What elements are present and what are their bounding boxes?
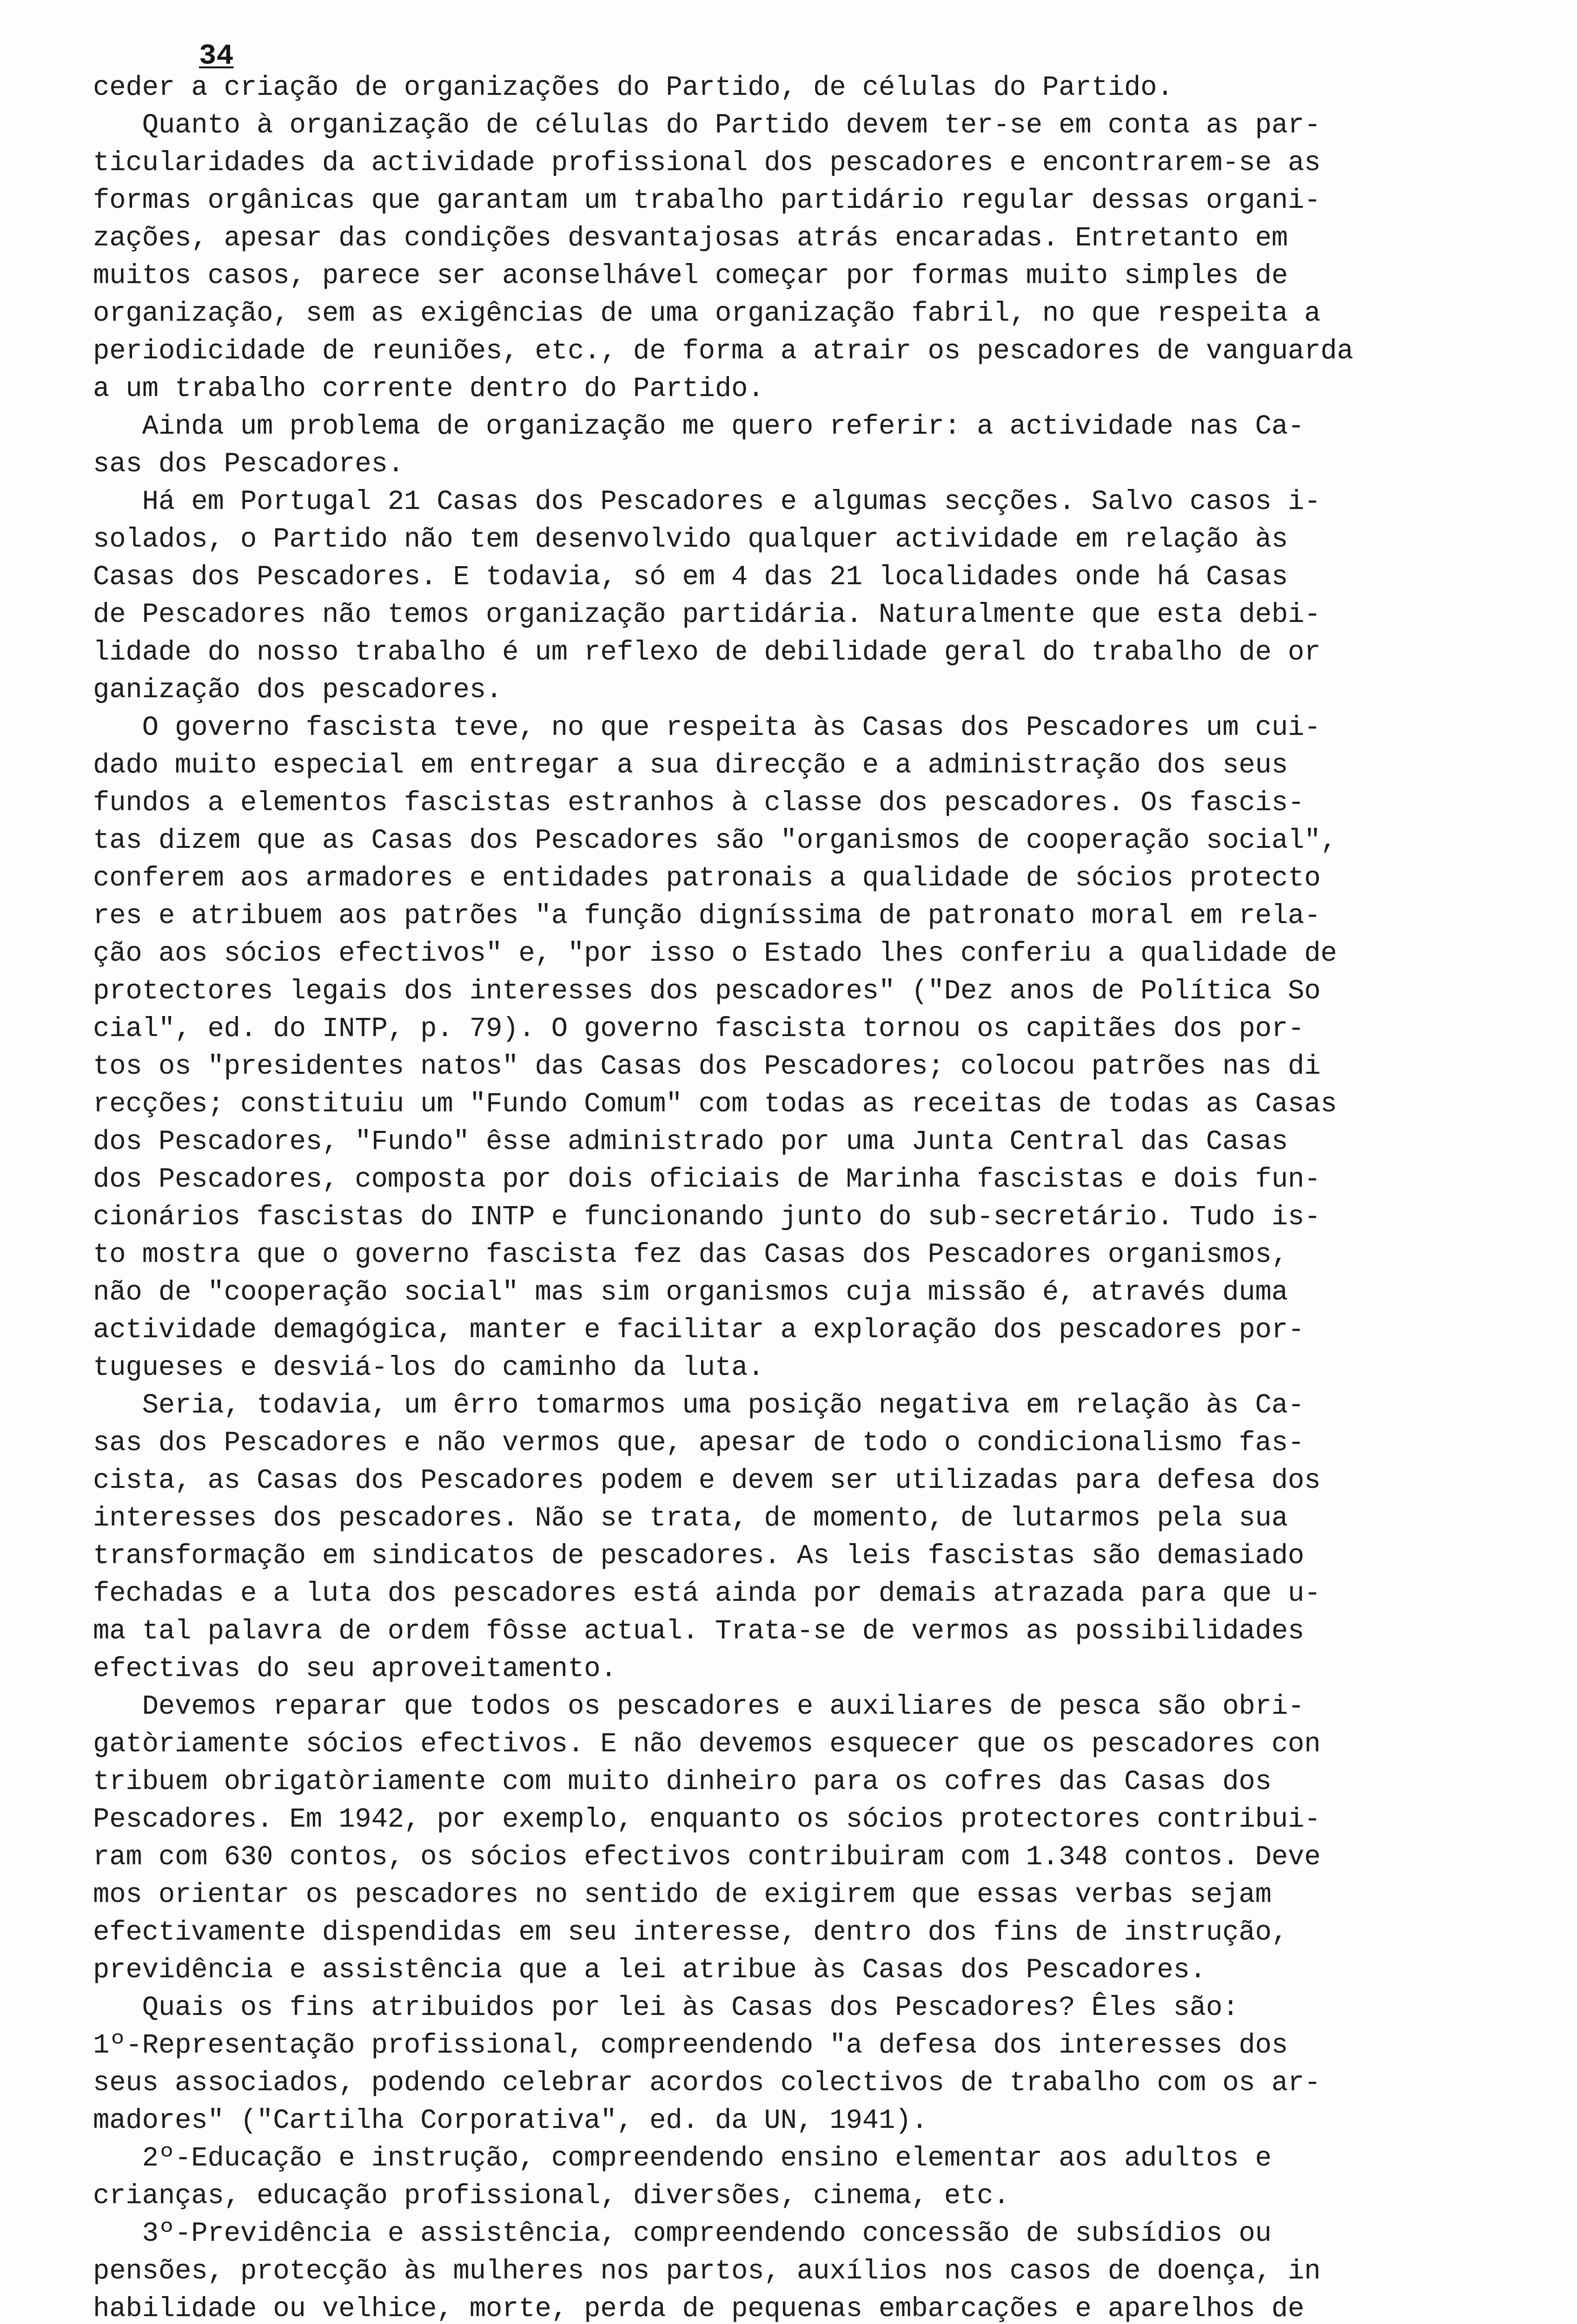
text-line: tos os "presidentes natos" das Casas dos Pescadores; colocou patrões nas di [93,1051,1321,1082]
text-line: 2º-Educação e instrução, compreendendo ensino elementar aos adultos e [93,2143,1272,2174]
text-line: cista, as Casas dos Pescadores podem e devem ser utilizadas para defesa dos [93,1465,1321,1496]
text-line: a um trabalho corrente dentro do Partido. [93,373,764,404]
text-line: formas orgânicas que garantam um trabalho partidário regular dessas organi- [93,185,1321,216]
text-line: Casas dos Pescadores. E todavia, só em 4 das 21 localidades onde há Casas [93,561,1288,593]
text-line: protectores legais dos interesses dos pescadores" ("Dez anos de Política So [93,976,1321,1007]
text-line: ção aos sócios efectivos" e, "por isso o Estado lhes conferiu a qualidade de [93,938,1337,969]
text-line: Há em Portugal 21 Casas dos Pescadores e algumas secções. Salvo casos i- [93,486,1321,517]
text-line: tribuem obrigatòriamente com muito dinheiro para os cofres das Casas dos [93,1766,1272,1797]
text-line: madores" ("Cartilha Corporativa", ed. da UN, 1941). [93,2105,928,2136]
text-line: ticularidades da actividade profissional dos pescadores e encontrarem-se as [93,147,1321,178]
text-line: não de "cooperação social" mas sim organismos cuja missão é, através duma [93,1277,1288,1308]
text-line: Seria, todavia, um êrro tomarmos uma posição negativa em relação às Ca- [93,1390,1305,1421]
text-line: de Pescadores não temos organização partidária. Naturalmente que esta debi- [93,599,1321,630]
text-line: 1º-Representação profissional, compreendendo "a defesa dos interesses dos [93,2030,1288,2061]
text-line: solados, o Partido não tem desenvolvido qualquer actividade em relação às [93,524,1288,555]
text-line: periodicidade de reuniões, etc., de forma a atrair os pescadores de vanguarda [93,336,1353,367]
text-line: pensões, protecção às mulheres nos partos, auxílios nos casos de doença, in [93,2256,1321,2287]
text-line: actividade demagógica, manter e facilitar a exploração dos pescadores por- [93,1314,1305,1346]
text-line: previdência e assistência que a lei atribue às Casas dos Pescadores. [93,1954,1206,1986]
text-line: cionários fascistas do INTP e funcionando junto do sub-secretário. Tudo is- [93,1202,1321,1233]
text-line: dado muito especial em entregar a sua direcção e a administração dos seus [93,750,1288,781]
text-line: recções; constituiu um "Fundo Comum" com todas as receitas de todas as Casas [93,1089,1337,1120]
text-line: ganização dos pescadores. [93,674,503,706]
text-line: interesses dos pescadores. Não se trata, de momento, de lutarmos pela sua [93,1503,1288,1534]
text-line: gatòriamente sócios efectivos. E não devemos esquecer que os pescadores con [93,1729,1321,1760]
text-line: habilidade ou velhice, morte, perda de pequenas embarcações e aparelhos de [93,2293,1305,2324]
text-line: tugueses e desviá-los do caminho da luta. [93,1352,764,1383]
text-line: zações, apesar das condições desvantajosas atrás encaradas. Entretanto em [93,223,1288,254]
document-body [93,69,1497,2324]
text-line: mos orientar os pescadores no sentido de exigirem que essas verbas sejam [93,1879,1272,1910]
text-line: tas dizem que as Casas dos Pescadores são "organismos de cooperação social", [93,825,1337,856]
text-line: efectivas do seu aproveitamento. [93,1653,617,1684]
text-line: transformação em sindicatos de pescadores. As leis fascistas são demasiado [93,1540,1305,1571]
page-number: 34 [199,40,234,73]
text-line: fundos a elementos fascistas estranhos à classe dos pescadores. Os fascis- [93,787,1305,819]
text-line: sas dos Pescadores e não vermos que, apesar de todo o condicionalismo fas- [93,1427,1305,1459]
text-line: conferem aos armadores e entidades patronais a qualidade de sócios protecto [93,863,1321,894]
text-line: fechadas e a luta dos pescadores está ainda por demais atrazada para que u- [93,1578,1321,1609]
text-line: to mostra que o governo fascista fez das Casas dos Pescadores organismos, [93,1239,1288,1270]
text-line: organização, sem as exigências de uma organização fabril, no que respeita a [93,298,1321,329]
text-line: dos Pescadores, "Fundo" êsse administrado por uma Junta Central das Casas [93,1126,1288,1157]
text-line: ceder a criação de organizações do Partido, de células do Partido. [93,72,1173,103]
text-line: ma tal palavra de ordem fôsse actual. Trata-se de vermos as possibilidades [93,1616,1305,1647]
text-line: seus associados, podendo celebrar acordos colectivos de trabalho com os ar- [93,2067,1321,2099]
text-line: lidade do nosso trabalho é um reflexo de debilidade geral do trabalho de or [93,637,1321,668]
text-line: Pescadores. Em 1942, por exemplo, enquanto os sócios protectores contribui- [93,1804,1321,1835]
text-line: muitos casos, parece ser aconselhável começar por formas muito simples de [93,260,1288,291]
text-line: sas dos Pescadores. [93,449,404,480]
text-line: ram com 630 contos, os sócios efectivos contribuiram com 1.348 contos. Deve [93,1842,1321,1873]
text-line: crianças, educação profissional, diversões, cinema, etc. [93,2180,1010,2212]
text-line: dos Pescadores, composta por dois oficiais de Marinha fascistas e dois fun- [93,1164,1321,1195]
text-line: Ainda um problema de organização me quero referir: a actividade nas Ca- [93,411,1305,442]
text-line: Quanto à organização de células do Partido devem ter-se em conta as par- [93,110,1321,141]
text-line: efectivamente dispendidas em seu interesse, dentro dos fins de instrução, [93,1917,1288,1948]
text-line: O governo fascista teve, no que respeita às Casas dos Pescadores um cui- [93,712,1321,743]
text-line: Quais os fins atribuidos por lei às Casas dos Pescadores? Êles são: [93,1992,1239,2023]
text-line: 3º-Previdência e assistência, compreendendo concessão de subsídios ou [93,2218,1272,2249]
text-line: Devemos reparar que todos os pescadores e auxiliares de pesca são obri- [93,1691,1305,1722]
text-line: cial", ed. do INTP, p. 79). O governo fascista tornou os capitães dos por- [93,1013,1305,1044]
text-line: res e atribuem aos patrões "a função digníssima de patronato moral em rela- [93,900,1321,931]
